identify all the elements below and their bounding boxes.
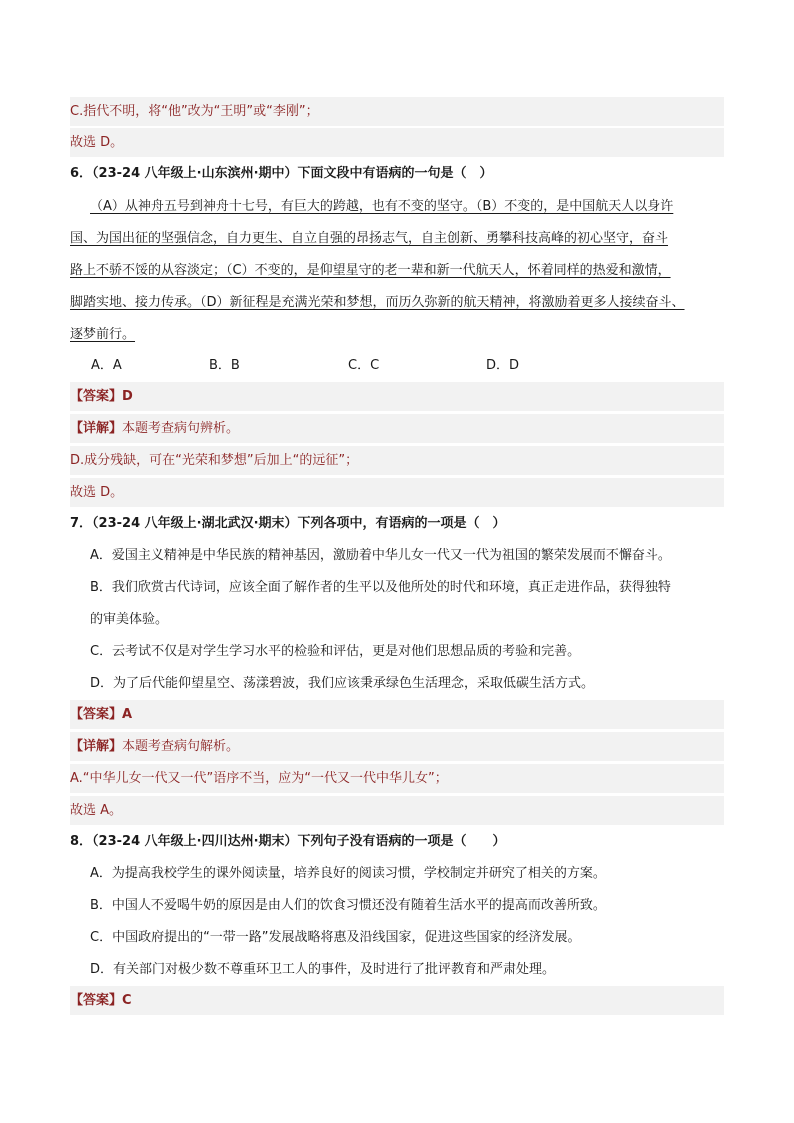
q6-detail xyxy=(70,414,724,443)
answer-value: D xyxy=(122,389,133,404)
q7-option-b-cont: 的审美体验。 xyxy=(90,612,169,627)
q6-passage-line-5 xyxy=(70,320,724,349)
q6-option-d: D．D xyxy=(486,358,520,373)
answer-value: A xyxy=(122,707,133,722)
q6-passage-text: 路上不骄不馁的从容淡定；（C）不变的，是仰望星守的老一辈和新一代航天人，怀着同样的热爱和激情， xyxy=(70,263,671,278)
q8-option-c: C．中国政府提出的“一带一路”发展战略将惠及沿线国家，促进这些国家的经济发展。 xyxy=(90,930,581,945)
q7-option-c: C．云考试不仅是对学生学习水平的检验和评估，更是对他们思想品质的考验和完善。 xyxy=(90,644,581,659)
q8-answer xyxy=(70,986,724,1015)
q8-option-d: D．有关部门对极少数不尊重环卫工人的事件，及时进行了批评教育和严肃处理。 xyxy=(90,962,556,977)
detail-label: 【详解】 xyxy=(70,421,123,436)
q6-option-b: B．B xyxy=(209,358,240,373)
answer-label: 【答案】 xyxy=(70,707,123,722)
q6-passage-line-3 xyxy=(70,256,724,285)
q6-passage-line-2 xyxy=(70,224,724,253)
q6-passage-text: 脚踏实地、接力传承。（D）新征程是充满光荣和梦想，而历久弥新的航天精神，将激励着更多人接续奋斗、 xyxy=(70,295,685,310)
q6-passage-line-4 xyxy=(70,288,724,317)
q7-choose: 故选 A。 xyxy=(70,796,724,825)
q8-option-b: B．中国人不爱喝牛奶的原因是由人们的饮食习惯还没有随着生活水平的提高而改善所致。 xyxy=(90,898,606,913)
detail-text: 本题考查病句辨析。 xyxy=(122,421,240,436)
q6-explanation: D.成分残缺，可在“光荣和梦想”后加上“的远征”； xyxy=(70,446,724,475)
q7-explanation: A.“中华儿女一代又一代”语序不当，应为“一代又一代中华儿女”； xyxy=(70,764,724,793)
q6-stem: 6．（23-24 八年级上·山东滨州·期中）下面文段中有语病的一句是（ ） xyxy=(70,166,493,181)
q6-choose: 故选 D。 xyxy=(70,478,724,507)
q8-stem: 8．（23-24 八年级上·四川达州·期末）下列句子没有语病的一项是（ ） xyxy=(70,834,506,849)
q6-option-a: A．A xyxy=(91,358,122,373)
q6-answer xyxy=(70,382,724,411)
q8-option-a: A．为提高我校学生的课外阅读量，培养良好的阅读习惯，学校制定并研究了相关的方案。 xyxy=(90,866,606,881)
q6-passage-text: 国、为国出征的坚强信念，自力更生、自立自强的昂扬志气，自主创新、勇攀科技高峰的初心坚守，奋斗 xyxy=(70,231,669,246)
q7-option-d: D．为了后代能仰望星空、荡漾碧波，我们应该秉承绿色生活理念，采取低碳生活方式。 xyxy=(90,676,595,691)
q7-option-a: A．爱国主义精神是中华民族的精神基因，激励着中华儿女一代又一代为祖国的繁荣发展而不懈奋斗。 xyxy=(90,548,671,563)
q6-passage-line-1 xyxy=(90,192,724,221)
q6-options xyxy=(70,351,724,380)
q7-detail xyxy=(70,732,724,761)
answer-label: 【答案】 xyxy=(70,993,123,1008)
answer-label: 【答案】 xyxy=(70,389,123,404)
q5-choose: 故选 D。 xyxy=(70,128,724,157)
detail-text: 本题考查病句解析。 xyxy=(122,739,240,754)
q7-stem: 7．（23-24 八年级上·湖北武汉·期末）下列各项中，有语病的一项是（ ） xyxy=(70,516,506,531)
q6-option-c: C．C xyxy=(348,358,380,373)
q6-passage-text: （A）从神舟五号到神舟十七号，有巨大的跨越，也有不变的坚守。（B）不变的，是中国航天人以身许 xyxy=(90,199,674,214)
q5-c-explanation: C.指代不明，将“他”改为“王明”或“李刚”； xyxy=(70,97,724,126)
detail-label: 【详解】 xyxy=(70,739,123,754)
q7-answer xyxy=(70,700,724,729)
answer-value: C xyxy=(122,993,132,1008)
q6-passage-text: 逐梦前行。 xyxy=(70,327,136,342)
q7-option-b: B．我们欣赏古代诗词，应该全面了解作者的生平以及他所处的时代和环境，真正走进作品，获得独特 xyxy=(90,580,671,595)
